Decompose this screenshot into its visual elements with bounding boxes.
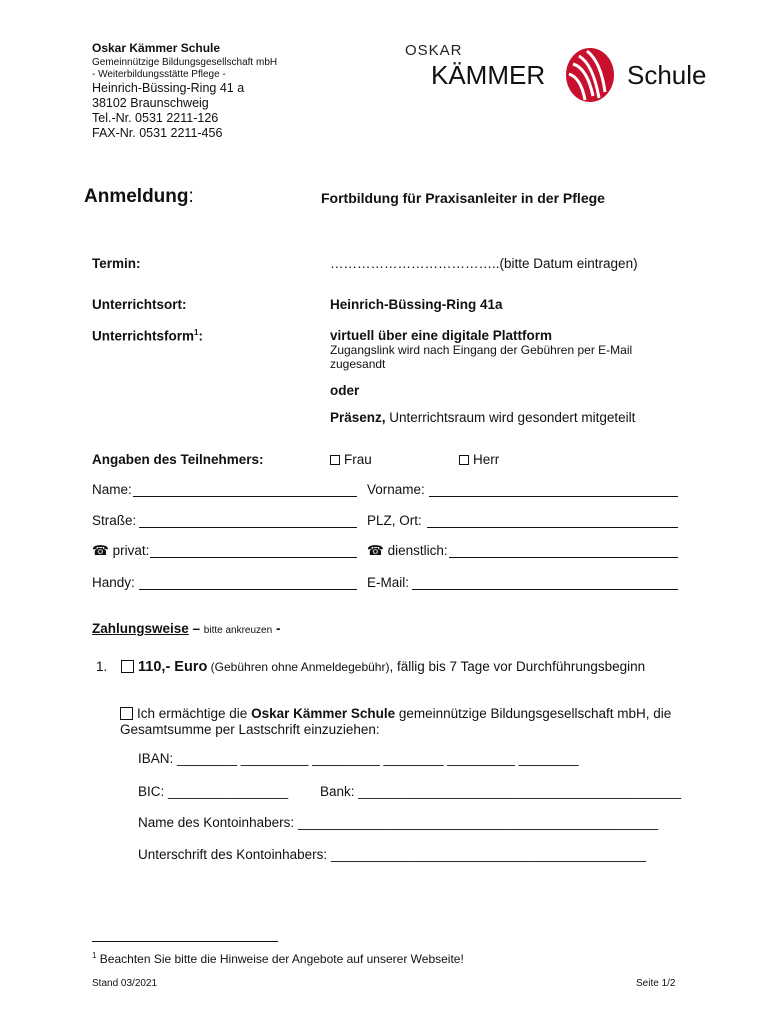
payment-heading (92, 621, 280, 636)
org-line-2: - Weiterbildungsstätte Pflege - (92, 69, 226, 80)
vorname-field[interactable] (429, 496, 678, 497)
form-footnote-mark: 1 (194, 328, 199, 337)
plz-field[interactable] (427, 527, 678, 528)
handy-label: Handy: (92, 575, 135, 590)
price-checkbox[interactable] (121, 660, 134, 673)
anmeldung-heading (84, 186, 194, 208)
herr-checkbox[interactable] (459, 455, 469, 465)
name-label: Name: (92, 482, 132, 497)
form-virtual-note-1: Zugangslink wird nach Eingang der Gebühren per E-Mail (330, 343, 633, 357)
name-field[interactable] (133, 496, 357, 497)
privat-text: privat: (108, 543, 150, 558)
form-label-text: Unterrichtsform (92, 328, 195, 344)
account-holder-field[interactable]: Name des Kontoinhabers: ________________________________________________ (138, 815, 659, 830)
dienstlich-label (367, 543, 448, 559)
price-note: (Gebühren ohne Anmeldegebühr) (207, 660, 390, 674)
praesenz-note: Unterrichtsraum wird gesondert mitgeteilt (385, 410, 636, 425)
footnote-divider (92, 941, 278, 942)
form-label (92, 328, 203, 344)
sepa-checkbox[interactable] (120, 707, 133, 720)
sepa-text-1: Ich ermächtige die (137, 706, 252, 721)
logo-main-text: KÄMMER (431, 60, 546, 90)
sepa-school: Oskar Kämmer Schule (251, 706, 396, 721)
form-praesenz (330, 410, 635, 425)
fax: FAX-Nr. 0531 2211-456 (92, 126, 223, 140)
form-oder: oder (330, 383, 360, 398)
iban-field[interactable]: IBAN: ________ _________ _________ ________ _________ ________ (138, 751, 579, 766)
termin-label: Termin: (92, 256, 141, 271)
phone-icon: ☎ (367, 543, 384, 558)
signature-field[interactable]: Unterschrift des Kontoinhabers: __________________________________________ (138, 847, 647, 862)
anmeldung-colon: : (188, 186, 194, 207)
email-field[interactable] (412, 589, 678, 590)
payment-option-1 (96, 659, 645, 675)
option-number: 1. (96, 659, 108, 674)
payment-title: Zahlungsweise (92, 621, 189, 636)
frau-checkbox[interactable] (330, 455, 340, 465)
footnote-mark: 1 (92, 951, 97, 960)
course-title: Fortbildung für Praxisanleiter in der Pflege (321, 190, 605, 206)
frau-option[interactable] (330, 452, 372, 467)
footnote (92, 951, 464, 966)
praesenz-label: Präsenz, (330, 410, 386, 425)
bic-field[interactable]: BIC: ________________ (138, 784, 289, 799)
herr-label: Herr (473, 452, 500, 467)
school-logo (405, 40, 725, 110)
herr-option[interactable] (459, 452, 499, 467)
ort-label: Unterrichtsort: (92, 297, 187, 312)
footer-page: Seite 1/2 (636, 978, 676, 989)
termin-value[interactable]: ………………………………..(bitte Datum eintragen) (330, 256, 638, 271)
dienstlich-field[interactable] (449, 557, 678, 558)
dienstlich-text: dienstlich: (383, 543, 448, 558)
logo-schule-text: Schule (627, 60, 707, 90)
sepa-text-2: gemeinnützige Bildungsgesellschaft mbH, die (395, 706, 672, 721)
form-label-colon: : (198, 328, 203, 344)
org-line-1: Gemeinnützige Bildungsgesellschaft mbH (92, 57, 278, 68)
participant-label: Angaben des Teilnehmers: (92, 452, 264, 467)
tel: Tel.-Nr. 0531 2211-126 (92, 111, 219, 125)
logo-emblem-icon (563, 46, 617, 104)
phone-icon: ☎ (92, 543, 109, 558)
ort-value: Heinrich-Büssing-Ring 41a (330, 297, 503, 312)
city: 38102 Braunschweig (92, 96, 209, 110)
footer-stand: Stand 03/2021 (92, 978, 158, 989)
payment-hint: bitte ankreuzen (203, 625, 273, 636)
form-virtual-note-2: zugesandt (330, 357, 386, 371)
sepa-line-1 (120, 706, 671, 721)
email-label: E-Mail: (367, 575, 410, 590)
footnote-text: Beachten Sie bitte die Hinweise der Angebote auf unserer Webseite! (96, 952, 464, 966)
street: Heinrich-Büssing-Ring 41 a (92, 81, 245, 95)
vorname-label: Vorname: (367, 482, 425, 497)
bank-field[interactable]: Bank: ___________________________________________ (320, 784, 682, 799)
frau-label: Frau (344, 452, 372, 467)
logo-top-text: OSKAR (405, 42, 463, 59)
price-value: 110,- Euro (138, 659, 208, 675)
strasse-label: Straße: (92, 513, 137, 528)
plz-label: PLZ, Ort: (367, 513, 422, 528)
privat-field[interactable] (150, 557, 357, 558)
anmeldung-title: Anmeldung (84, 186, 189, 207)
form-virtual: virtuell über eine digitale Plattform (330, 328, 553, 343)
payment-dash-2: - (272, 621, 281, 636)
handy-field[interactable] (139, 589, 357, 590)
sepa-line-2: Gesamtsumme per Lastschrift einzuziehen: (120, 722, 380, 737)
price-due: , fällig bis 7 Tage vor Durchführungsbeginn (389, 659, 646, 674)
payment-dash: – (188, 621, 204, 636)
school-name: Oskar Kämmer Schule (92, 41, 221, 55)
privat-label (92, 543, 149, 559)
strasse-field[interactable] (139, 527, 357, 528)
